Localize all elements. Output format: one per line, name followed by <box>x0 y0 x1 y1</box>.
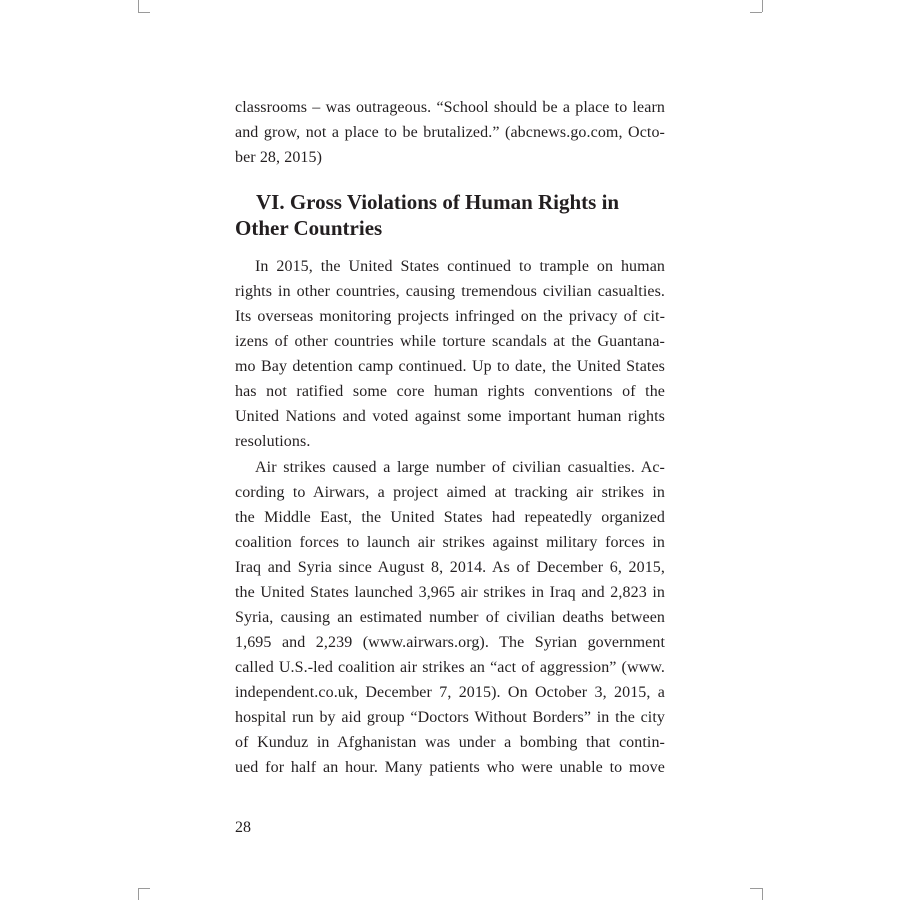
text-line: resolutions. <box>235 433 311 450</box>
text-line: called U.S.-led coalition air strikes an “act of aggression” (www. <box>235 659 665 676</box>
text-line: classrooms – was outrageous. “School should be a place to learn <box>235 99 665 116</box>
crop-mark-bottom-right-vertical <box>762 888 763 900</box>
text-line: has not ratified some core human rights conventions of the <box>235 383 665 400</box>
crop-mark-top-left-horizontal <box>138 12 150 13</box>
crop-mark-top-right-horizontal <box>750 12 762 13</box>
text-line: Air strikes caused a large number of civilian casualties. Ac- <box>255 459 665 476</box>
text-line: United Nations and voted against some important human rights <box>235 408 665 425</box>
text-line: independent.co.uk, December 7, 2015). On October 3, 2015, a <box>235 684 665 701</box>
text-line: of Kunduz in Afghanistan was under a bombing that contin- <box>235 734 665 751</box>
crop-mark-top-right-vertical <box>762 0 763 12</box>
text-line: ber 28, 2015) <box>235 149 323 166</box>
section-heading-line-1: VI. Gross Violations of Human Rights in <box>256 190 620 214</box>
crop-mark-bottom-right-horizontal <box>750 888 762 889</box>
text-line: the United States launched 3,965 air strikes in Iraq and 2,823 in <box>235 584 665 601</box>
text-line: Syria, causing an estimated number of civilian deaths between <box>235 609 665 626</box>
text-line: rights in other countries, causing tremendous civilian casualties. <box>235 283 665 300</box>
text-line: Iraq and Syria since August 8, 2014. As of December 6, 2015, <box>235 559 665 576</box>
text-line: mo Bay detention camp continued. Up to date, the United States <box>235 358 665 375</box>
text-line: 1,695 and 2,239 (www.airwars.org). The Syrian government <box>235 634 665 651</box>
text-line: izens of other countries while torture scandals at the Guantana- <box>235 333 665 350</box>
text-line: ued for half an hour. Many patients who were unable to move <box>235 759 665 776</box>
text-line: Its overseas monitoring projects infringed on the privacy of cit- <box>235 308 665 325</box>
text-line: the Middle East, the United States had repeatedly organized <box>235 509 665 526</box>
text-line: In 2015, the United States continued to trample on human <box>255 258 665 275</box>
text-line: and grow, not a place to be brutalized.” (abcnews.go.com, Octo- <box>235 124 665 141</box>
page-number: 28 <box>235 819 251 836</box>
text-line: coalition forces to launch air strikes against military forces in <box>235 534 665 551</box>
crop-mark-top-left-vertical <box>138 0 139 12</box>
crop-mark-bottom-left-vertical <box>138 888 139 900</box>
text-line: hospital run by aid group “Doctors Without Borders” in the city <box>235 709 665 726</box>
text-line: cording to Airwars, a project aimed at tracking air strikes in <box>235 484 665 501</box>
section-heading-line-2: Other Countries <box>235 216 383 240</box>
crop-mark-bottom-left-horizontal <box>138 888 150 889</box>
